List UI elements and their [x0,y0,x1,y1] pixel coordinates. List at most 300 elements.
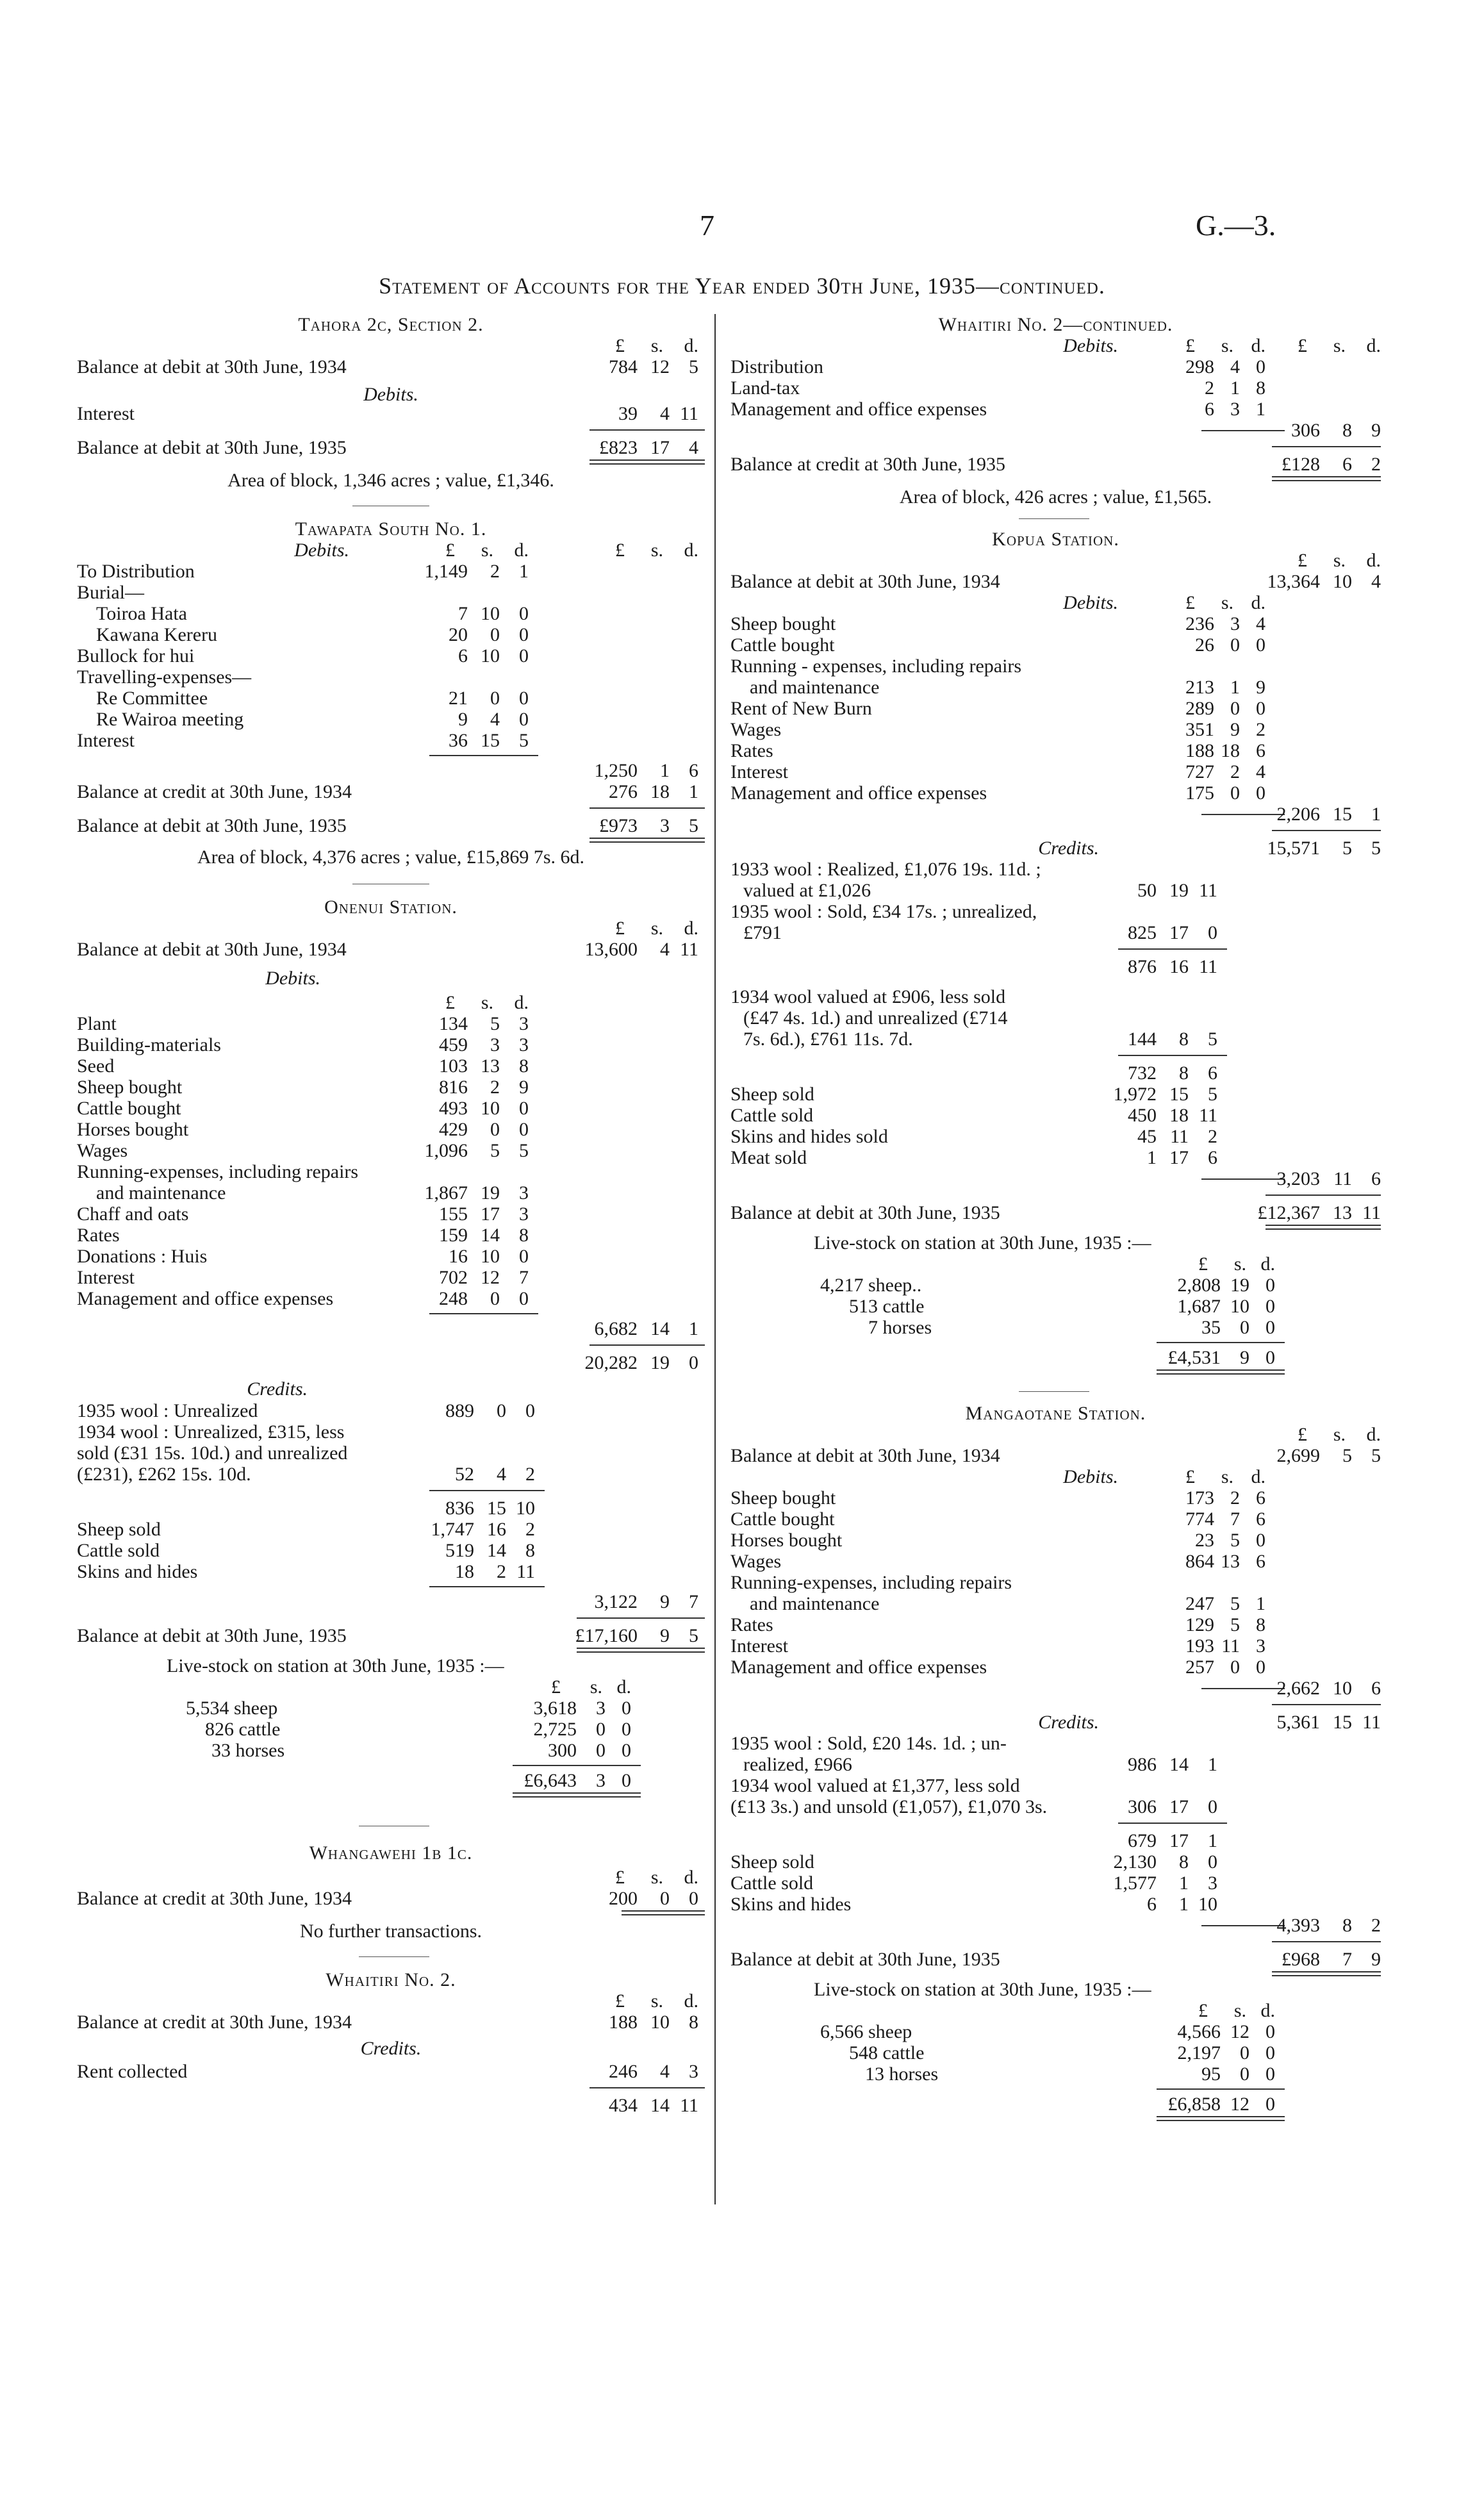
amount-shillings: 18 [650,781,670,802]
onenui-credits [77,1519,705,1582]
amount-pounds: 864 [1185,1551,1214,1572]
col-head: £ [1298,550,1307,571]
ledger-row [77,760,705,781]
amount-shillings: 5 [1342,838,1352,859]
amount-pounds: 6 [1205,399,1214,420]
amount-shillings: 13 [1221,1551,1240,1572]
ledger-row [77,939,705,960]
ledger-row [77,1400,705,1421]
amount-pounds: £12,367 [1257,1202,1320,1223]
row-label: Cattle bought [730,1509,835,1530]
ledger-row [730,804,1381,825]
amount-pounds: 103 [439,1055,468,1077]
amount-pence: 0 [1266,2042,1275,2063]
subtotal-rule [513,1765,641,1766]
amount-pounds: 493 [439,1098,468,1119]
amount-shillings: 0 [1230,634,1240,656]
amount-shillings: 8 [1179,1851,1189,1873]
onenui-debits [77,1013,705,1309]
ledger-row [730,420,1381,441]
amount-pounds: 95 [1201,2063,1221,2085]
row-label: Interest [77,403,135,424]
amount-shillings: 0 [1240,2042,1249,2063]
amount-pounds: 2 [1205,377,1214,399]
row-label: Cattle sold [730,1105,814,1126]
row-label: Sheep sold [730,1084,814,1105]
ledger-row [730,2063,1381,2085]
row-label: Interest [730,1635,788,1657]
ledger-row [77,1013,705,1034]
closing-balance-row [77,1625,705,1646]
ledger-row [77,688,705,709]
double-rule [513,1792,641,1798]
amount-shillings: 5 [1342,1445,1352,1466]
ledger-row [77,603,705,624]
amount-shillings: 11 [1221,1635,1240,1657]
row-label: Re Committee [96,688,208,709]
amount-shillings: 5 [1230,1593,1240,1614]
ledger-row [730,377,1381,399]
row-label: Wages [730,1551,782,1572]
amount-shillings: 9 [1240,1347,1249,1368]
amount-pence: 0 [1266,1275,1275,1296]
amount-shillings: 8 [1179,1029,1189,1050]
amount-shillings: 5 [490,1013,500,1034]
amount-pence: 11 [1199,1105,1217,1126]
ledger-row [77,1182,705,1203]
amount-shillings: 18 [1221,740,1240,761]
amount-pounds: 459 [439,1034,468,1055]
row-label: 4,217 sheep.. [820,1275,922,1296]
col-head: d. [1260,1253,1275,1275]
ledger-row [77,1203,705,1225]
col-head: d. [1251,1466,1266,1487]
amount-shillings: 3 [490,1034,500,1055]
amount-pence: 0 [622,1770,631,1791]
amount-shillings: 12 [1230,2094,1249,2115]
ledger-row [730,1635,1381,1657]
amount-pence: 5 [519,1140,529,1161]
amount-pounds: 6 [458,645,468,666]
ledger-row [730,1712,1381,1733]
debits-heading: Debits. [1063,592,1118,613]
subtotal-rule [429,755,538,756]
amount-shillings: 7 [1230,1509,1240,1530]
ledger-row [77,1225,705,1246]
amount-shillings: 14 [650,2095,670,2116]
ledger-row [77,1161,705,1182]
double-rule [589,459,705,465]
amount-shillings: 13 [481,1055,500,1077]
row-label: Skins and hides [77,1561,198,1582]
amount-pounds: 23 [1195,1530,1214,1551]
amount-pence: 1 [1256,1593,1266,1614]
double-rule [1266,1225,1381,1230]
amount-shillings: 15 [1333,1712,1352,1733]
amount-pounds: 2,808 [1177,1275,1221,1296]
ledger-row [730,1105,1381,1126]
row-label: valued at £1,026 [743,880,871,901]
amount-shillings: 4 [660,2061,670,2082]
area-note: Area of block, 1,346 acres ; value, £1,346. [227,470,554,491]
row-label: Balance at debit at 30th June, 1935 [730,1949,1000,1970]
page-number: 7 [700,209,714,242]
amount-shillings: 6 [1342,454,1352,475]
ledger-row [730,1657,1381,1678]
amount-pence: 11 [680,2095,698,2116]
amount-pounds: 450 [1128,1105,1157,1126]
row-label: Management and office expenses [730,782,987,804]
amount-pounds: 5,361 [1276,1712,1320,1733]
amount-shillings: 14 [481,1225,500,1246]
amount-pence: 2 [525,1464,535,1485]
amount-shillings: 9 [660,1625,670,1646]
amount-shillings: 19 [650,1352,670,1373]
ledger-row [730,634,1381,656]
amount-pence: 0 [1208,1851,1217,1873]
amount-pounds: 7 [458,603,468,624]
amount-pence: 5 [1208,1084,1217,1105]
row-label: Balance at debit at 30th June, 1934 [77,356,347,377]
amount-shillings: 17 [1169,1147,1189,1168]
ledger-row [730,1678,1381,1699]
ledger-row [77,1098,705,1119]
amount-shillings: 15 [1333,804,1352,825]
amount-pounds: 3,203 [1276,1168,1320,1189]
row-label: Running - expenses, including repairs [730,656,1022,677]
amount-shillings: 17 [650,437,670,458]
amount-pence: 1 [689,1318,698,1339]
amount-pounds: 20,282 [584,1352,638,1373]
amount-shillings: 0 [1240,1317,1249,1338]
col-head: £ [615,1867,625,1888]
amount-pence: 6 [1256,1487,1266,1509]
amount-shillings: 10 [1230,1296,1249,1317]
col-head: £ [615,335,625,356]
ledger-row [730,1873,1381,1894]
ledger-row [730,1317,1381,1338]
amount-pounds: 155 [439,1203,468,1225]
amount-pounds: 1,250 [594,760,638,781]
livestock-heading: Live-stock on station at 30th June, 1935 :— [814,1232,1151,1253]
amount-pence: 8 [1256,377,1266,399]
ledger-row [730,1445,1381,1466]
ledger-row [77,1519,705,1540]
amount-shillings: 2 [1230,761,1240,782]
amount-pounds: 2,699 [1276,1445,1320,1466]
amount-pence: 0 [519,688,529,709]
col-head: d. [1260,2000,1275,2021]
subtotal-rule [1201,814,1285,815]
col-head: d. [684,1990,698,2012]
row-label: 13 horses [865,2063,939,2085]
row-label: and maintenance [750,1593,880,1614]
row-label: Meat sold [730,1147,807,1168]
mangaotane-debits [730,1487,1381,1678]
ledger-row [730,880,1381,901]
amount-pence: 0 [519,645,529,666]
amount-pence: 1 [689,781,698,802]
amount-shillings: 17 [1169,1830,1189,1851]
amount-pence: 0 [519,709,529,730]
col-head: d. [684,335,698,356]
amount-pence: 3 [1208,1873,1217,1894]
amount-pounds: 784 [609,356,638,377]
col-head: £ [445,992,455,1013]
amount-shillings: 8 [1179,1062,1189,1084]
amount-pounds: £17,160 [575,1625,638,1646]
amount-pounds: 6 [1147,1894,1157,1915]
amount-pence: 0 [689,1352,698,1373]
amount-pence: 1 [519,561,529,582]
ledger-row [730,1593,1381,1614]
total-rule [589,807,705,809]
subtotal-rule [1157,2088,1285,2090]
amount-pounds: 18 [455,1561,474,1582]
ledger-row [730,1062,1381,1084]
total-rule [577,1617,705,1619]
amount-shillings: 0 [596,1719,606,1740]
ledger-row [730,656,1381,677]
ledger-row [77,2061,705,2082]
kopua-credits [730,1084,1381,1168]
section-title-mangaotane: Mangaotane Station. [965,1403,1146,1424]
kopua-debits [730,613,1381,804]
col-head: d. [1366,335,1381,356]
row-label: Rates [730,740,773,761]
row-label: 1935 wool : Sold, £20 14s. 1d. ; un- [730,1733,1007,1754]
section-title-tawapata: Tawapata South No. 1. [295,518,487,540]
debits-heading: Debits. [1063,335,1118,356]
ledger-row [77,624,705,645]
section-title-tahora: Tahora 2c, Section 2. [298,314,484,335]
ledger-row [730,1530,1381,1551]
amount-pence: 3 [1256,1635,1266,1657]
amount-pounds: 429 [439,1119,468,1140]
amount-pounds: 4,566 [1177,2021,1221,2042]
amount-shillings: 1 [1179,1894,1189,1915]
amount-pence: 7 [689,1591,698,1612]
section-title-kopua: Kopua Station. [992,529,1119,550]
amount-shillings: 4 [497,1464,506,1485]
debits-heading: Debits. [1063,1466,1118,1487]
row-label: 1934 wool valued at £1,377, less sold [730,1775,1020,1796]
amount-pence: 3 [689,2061,698,2082]
row-label: Kawana Kereru [96,624,218,645]
amount-pounds: 134 [439,1013,468,1034]
row-label: 6,566 sheep [820,2021,912,2042]
row-label: Re Wairoa meeting [96,709,244,730]
amount-pence: 0 [1266,2063,1275,2085]
section-title-onenui: Onenui Station. [324,897,458,918]
ledger-row [77,730,705,751]
row-label: Burial— [77,582,144,603]
amount-pence: 5 [1208,1029,1217,1050]
row-label: Interest [730,761,788,782]
ledger-row [77,1591,705,1612]
subtotal-rule [429,1313,538,1314]
col-head: s. [650,335,663,356]
amount-pence: 10 [516,1498,535,1519]
amount-shillings: 2 [497,1561,506,1582]
amount-pence: 6 [1256,1509,1266,1530]
amount-pounds: 213 [1185,677,1214,698]
amount-shillings: 15 [481,730,500,751]
amount-pence: 6 [1371,1168,1381,1189]
amount-pence: 4 [1256,761,1266,782]
col-head: £ [1298,335,1307,356]
col-head: £ [1185,335,1195,356]
ledger-row [730,761,1381,782]
col-head: £ [1298,1424,1307,1445]
amount-shillings: 10 [1333,1678,1352,1699]
amount-pence: 5 [689,815,698,836]
section-title-whangawehi: Whangawehi 1b 1c. [309,1842,473,1864]
row-label: Balance at debit at 30th June, 1934 [730,1445,1000,1466]
row-label: Rent collected [77,2061,188,2082]
closing-balance-row [730,1202,1381,1223]
whaitiri-debits [730,356,1381,420]
livestock-heading: Live-stock on station at 30th June, 1935 :— [814,1979,1151,2000]
amount-shillings: 5 [1230,1530,1240,1551]
amount-shillings: 10 [481,645,500,666]
amount-pounds: 774 [1185,1509,1214,1530]
row-label: To Distribution [77,561,195,582]
ledger-row [730,1551,1381,1572]
row-label: 7 horses [868,1317,932,1338]
col-head: d. [1251,592,1266,613]
amount-pounds: 246 [609,2061,638,2082]
col-head: d. [1366,1424,1381,1445]
row-label: Sheep sold [77,1519,161,1540]
amount-shillings: 9 [1230,719,1240,740]
row-label: 5,534 sheep [186,1698,278,1719]
row-label: 1935 wool : Sold, £34 17s. ; unrealized, [730,901,1037,922]
amount-shillings: 1 [1179,1873,1189,1894]
col-head: d. [514,540,529,561]
amount-shillings: 8 [1342,420,1352,441]
ledger-row [77,582,705,603]
amount-shillings: 0 [1230,1657,1240,1678]
amount-pounds: 39 [618,403,638,424]
total-rule [1266,1195,1381,1196]
ledger-row [730,1894,1381,1915]
ledger-row [730,2094,1381,2115]
amount-pounds: £6,643 [524,1770,577,1791]
mangaotane-livestock [730,2021,1381,2085]
amount-pence: 5 [689,1625,698,1646]
ledger-row [77,1719,705,1740]
amount-pence: 0 [622,1740,631,1761]
col-head: d. [684,540,698,561]
ledger-row [730,1296,1381,1317]
amount-shillings: 4 [660,939,670,960]
row-label: Balance at credit at 30th June, 1934 [77,781,352,802]
amount-pence: 11 [1362,1712,1381,1733]
row-label: Cattle bought [730,634,835,656]
ledger-row [730,1147,1381,1168]
row-label: Interest [77,1267,135,1288]
amount-shillings: 17 [481,1203,500,1225]
amount-pence: 0 [519,603,529,624]
amount-shillings: 2 [490,1077,500,1098]
subtotal-rule [1201,430,1285,431]
row-label: Plant [77,1013,117,1034]
subtotal-rule [1157,1342,1285,1343]
amount-pounds: 351 [1185,719,1214,740]
column-divider [714,314,716,2204]
row-label: Management and office expenses [77,1288,334,1309]
amount-pounds: 300 [548,1740,577,1761]
amount-pence: 0 [1256,1530,1266,1551]
row-label: 33 horses [211,1740,285,1761]
amount-pence: 11 [680,939,698,960]
row-label: Cattle sold [77,1540,160,1561]
closing-balance-row [730,454,1381,475]
row-label: Seed [77,1055,115,1077]
row-label: Skins and hides [730,1894,852,1915]
amount-pounds: 129 [1185,1614,1214,1635]
amount-pounds: 702 [439,1267,468,1288]
amount-pounds: 1,972 [1113,1084,1157,1105]
amount-pounds: 13,600 [584,939,638,960]
onenui-livestock [77,1698,705,1761]
row-label: Balance at credit at 30th June, 1934 [77,1888,352,1909]
amount-pounds: 298 [1185,356,1214,377]
amount-pounds: 679 [1128,1830,1157,1851]
row-label: 548 cattle [849,2042,925,2063]
col-head: s. [1233,2000,1246,2021]
amount-pounds: 836 [445,1498,474,1519]
amount-pence: 7 [519,1267,529,1288]
row-label: 826 cattle [205,1719,281,1740]
subtotal-rule [1118,948,1227,950]
amount-pounds: 2,206 [1276,804,1320,825]
ledger-row [730,1487,1381,1509]
total-rule [589,2087,705,2088]
col-head: s. [1221,335,1233,356]
subtotal-rule [1201,1178,1285,1180]
amount-shillings: 0 [1230,782,1240,804]
amount-pence: 0 [1266,1347,1275,1368]
amount-pence: 5 [689,356,698,377]
amount-pounds: 173 [1185,1487,1214,1509]
amount-pounds: 1,577 [1113,1873,1157,1894]
amount-shillings: 0 [1230,698,1240,719]
ledger-row [730,2042,1381,2063]
amount-pence: 0 [689,1888,698,1909]
left-column [77,314,705,2116]
ledger-row [730,1029,1381,1050]
ledger-row [77,1034,705,1055]
double-rule [577,1648,705,1653]
col-head: s. [481,992,493,1013]
col-head: d. [514,992,529,1013]
row-label: Sheep bought [730,1487,836,1509]
amount-pounds: 1,867 [424,1182,468,1203]
amount-pounds: 825 [1128,922,1157,943]
amount-pounds: 6,682 [594,1318,638,1339]
amount-shillings: 9 [660,1591,670,1612]
row-label: Skins and hides sold [730,1126,888,1147]
note-text: No further transactions. [299,1921,482,1942]
double-rule [589,838,705,843]
amount-shillings: 19 [481,1182,500,1203]
ledger-row [77,403,705,424]
amount-pounds: 519 [445,1540,474,1561]
amount-pence: 0 [1266,1317,1275,1338]
subtotal-rule [1118,1055,1227,1056]
